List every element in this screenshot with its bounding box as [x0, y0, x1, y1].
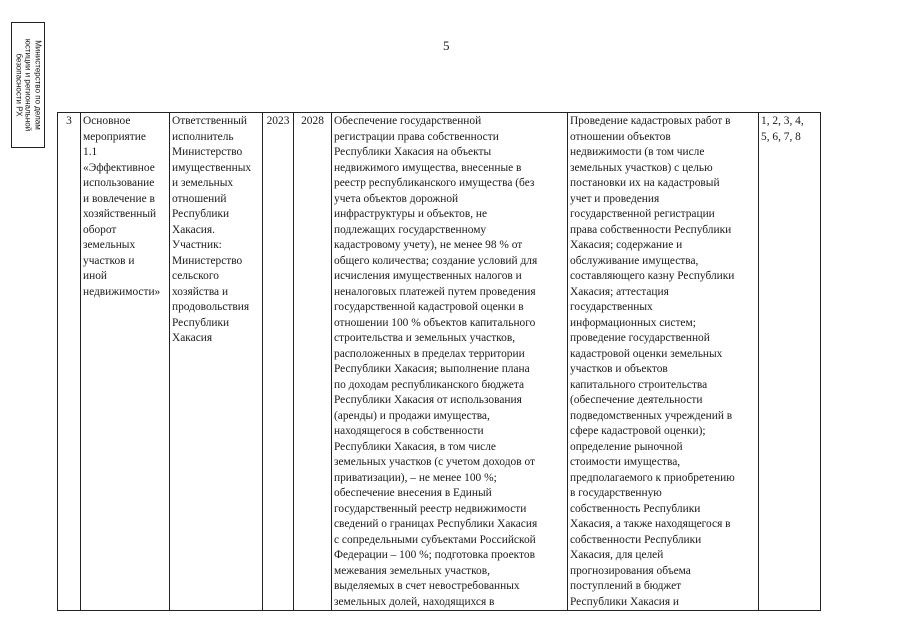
registration-stamp [11, 22, 45, 148]
text-line: по доходам республиканского бюджета [334, 378, 525, 391]
text-line: мероприятие [83, 130, 146, 143]
text-line: обслуживание имущества, [570, 254, 699, 267]
text-line: учет и проведения [570, 192, 660, 205]
program-table [57, 112, 821, 611]
end-year: 2028 [301, 115, 324, 127]
start-year-cell [263, 113, 294, 611]
text-line: Хакасия; аттестация [570, 285, 669, 298]
text-line: недвижимости (в том числе [570, 146, 705, 158]
text-line: выделяемых в счет невостребованных [334, 580, 520, 592]
text-line: права собственности Республики [570, 223, 732, 236]
text-line: «Эффективное [83, 161, 155, 174]
text-line: составляющего казну Республики [570, 270, 735, 282]
text-line: постановки их на кадастровый [570, 177, 720, 189]
indicators-cell [759, 113, 821, 611]
text-line: государственных [570, 301, 653, 313]
text-line: земельных [83, 239, 136, 251]
text-line: подведомственных учреждений в [570, 409, 733, 422]
text-line: Республики Хакасия и [570, 595, 680, 608]
stamp-line: Министерство по делам [33, 40, 43, 130]
text-line: кадастровой оценки земельных [570, 347, 723, 360]
text-line: Республики Хакасия, в том числе [334, 440, 496, 453]
text-line: Основное [83, 115, 131, 127]
text-line: (аренды) и продажи имущества, [334, 409, 490, 422]
text-line: с сопредельными субъектами Российской [334, 533, 536, 546]
text-line: Хакасия, для целей [570, 549, 664, 561]
text-line: находящегося в собственности [334, 425, 484, 437]
text-line: Участник: [172, 239, 222, 251]
text-line: 5, 6, 7, 8 [761, 130, 801, 143]
text-line: неналоговых платежей путем проведения [334, 285, 536, 298]
text-line: межевания земельных участков, [334, 564, 490, 577]
expected-result-cell [332, 113, 568, 611]
activities-cell [568, 113, 759, 611]
start-year: 2023 [266, 115, 290, 127]
text-line: иной [83, 270, 107, 282]
text-line: оборот [83, 223, 117, 236]
text-line: предполагаемого к приобретению [570, 471, 735, 484]
text-line: определение рыночной [570, 440, 683, 453]
text-line: участков и объектов [570, 363, 668, 375]
stamp-text [14, 23, 43, 147]
text-line: Республики Хакасия на объекты [334, 146, 492, 158]
text-line: исполнитель [172, 130, 234, 143]
row-number: 3 [66, 115, 72, 127]
text-line: хозяйственный [83, 208, 157, 220]
text-line: земельных участков) с целью [570, 161, 713, 174]
text-line: проведение государственной [570, 332, 710, 344]
text-line: стоимости имущества, [570, 456, 681, 468]
text-line: строительства и земельных участков, [334, 332, 516, 344]
text-line: прогнозирования объема [570, 564, 691, 577]
text-line: отношении 100 % объектов капитального [334, 316, 536, 329]
text-line: 1.1 [83, 146, 98, 158]
text-line: участков и [83, 254, 135, 267]
text-line: Республики Хакасия; выполнение плана [334, 363, 530, 375]
text-line: Республики Хакасия от использования [334, 394, 522, 406]
stamp-line: безопасности РХ [14, 53, 24, 117]
text-line: инфраструктуры и объектов, не [334, 208, 488, 220]
text-line: Федерации – 100 %; подготовка проектов [334, 549, 535, 561]
row-number-cell [58, 113, 81, 611]
text-line: сведений о границах Республики Хакасия [334, 518, 538, 530]
event-name-cell [81, 113, 170, 611]
text-line: Обеспечение государственной [334, 115, 482, 127]
text-line: учета объектов дорожной [334, 192, 459, 205]
text-line: и вовлечение в [83, 192, 155, 205]
text-line: Министерство [172, 146, 243, 158]
text-line: расположенных в пределах территории [334, 347, 525, 360]
text-line: подлежащих государственному [334, 223, 487, 236]
text-line: Проведение кадастровых работ в [570, 115, 731, 127]
text-line: недвижимого имущества, внесенные в [334, 161, 522, 174]
text-line: реестр республиканского имущества (без [334, 177, 535, 189]
text-line: Республики [172, 316, 230, 329]
text-line: приватизации), – не менее 100 %; [334, 471, 497, 484]
end-year-cell [294, 113, 332, 611]
text-line: собственности Республики [570, 533, 702, 546]
text-line: недвижимости» [83, 285, 161, 298]
text-line: Министерство [172, 254, 243, 267]
text-line: Республики [172, 208, 230, 220]
stamp-line: юстиции и региональной [23, 38, 33, 132]
text-line: и земельных [172, 177, 234, 189]
table-row [58, 113, 821, 611]
text-line: сфере кадастровой оценки); [570, 425, 706, 437]
text-line: хозяйства и [172, 285, 229, 298]
text-line: исчисления имущественных налогов и [334, 270, 522, 282]
text-line: Ответственный [172, 115, 248, 127]
text-line: государственной регистрации [570, 208, 715, 220]
text-line: сельского [172, 270, 219, 282]
text-line: продовольствия [172, 301, 250, 313]
text-line: собственность Республики [570, 502, 701, 515]
text-line: земельных участков (с учетом доходов от [334, 456, 535, 468]
executor-cell [170, 113, 263, 611]
text-line: государственный реестр недвижимости [334, 502, 527, 515]
text-line: общего количества; создание условий для [334, 254, 538, 267]
text-line: отношений [172, 192, 227, 205]
text-line: Хакасия; содержание и [570, 239, 683, 251]
text-line: 1, 2, 3, 4, [761, 115, 804, 127]
text-line: информационных систем; [570, 316, 696, 329]
text-line: использование [83, 177, 155, 189]
text-line: кадастровому учету), не менее 98 % от [334, 239, 523, 251]
text-line: регистрации права собственности [334, 130, 499, 143]
text-line: земельных долей, находящихся в [334, 595, 495, 608]
text-line: отношении объектов [570, 130, 671, 143]
text-line: Хакасия. [172, 223, 215, 236]
text-line: Хакасия [172, 332, 213, 344]
text-line: в государственную [570, 487, 662, 499]
text-line: обеспечение внесения в Единый [334, 487, 492, 499]
text-line: (обеспечение деятельности [570, 394, 703, 406]
text-line: Хакасия, а также находящегося в [570, 518, 731, 530]
text-line: имущественных [172, 161, 252, 174]
text-line: государственной кадастровой оценки в [334, 301, 524, 313]
page-number: 5 [443, 38, 450, 53]
text-line: капитального строительства [570, 378, 708, 391]
text-line: поступлений в бюджет [570, 580, 682, 592]
